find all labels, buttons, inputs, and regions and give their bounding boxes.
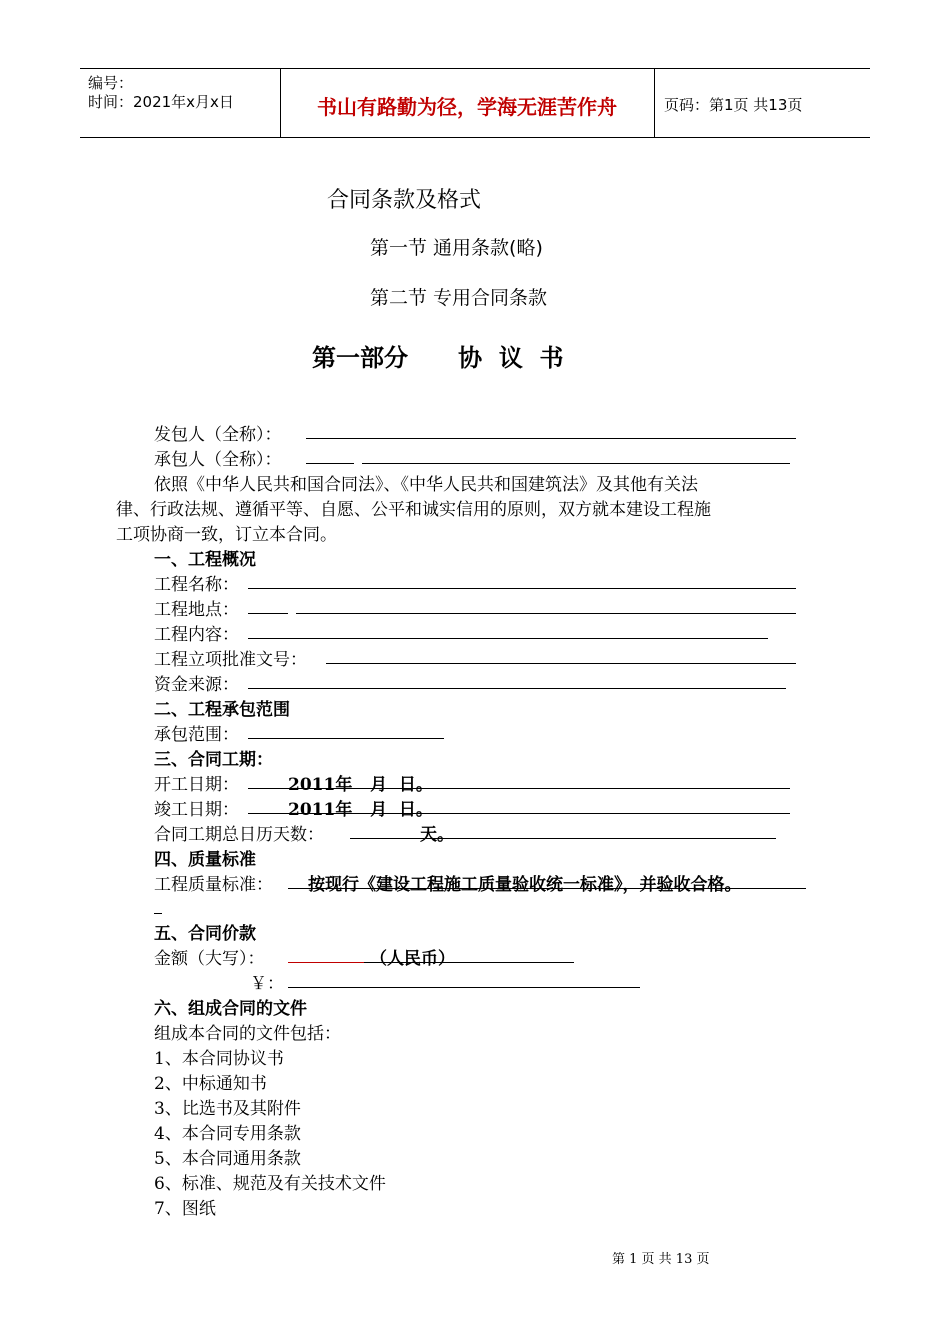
code-label: 编号： xyxy=(88,74,134,92)
list-item: 4、本合同专用条款 xyxy=(154,1124,301,1144)
amount-label: 金额（大写）： xyxy=(154,949,265,969)
preamble-line-1: 依照《中华人民共和国合同法》、《中华人民共和国建筑法》及其他有关法 xyxy=(154,475,698,495)
quality-blank-cont xyxy=(154,913,162,914)
amount-blank-red xyxy=(288,962,364,963)
s1-heading: 一、工程概况 xyxy=(154,550,256,570)
page-number: 页码：第1页 共13页 xyxy=(664,96,803,114)
list-item: 6、标准、规范及有关技术文件 xyxy=(154,1174,386,1194)
total-days-blank xyxy=(350,838,776,839)
list-item: 2、中标通知书 xyxy=(154,1074,267,1094)
scope-label: 承包范围： xyxy=(154,725,239,745)
list-item: 3、比选书及其附件 xyxy=(154,1099,301,1119)
project-content-label: 工程内容： xyxy=(154,625,239,645)
project-location-blank-b xyxy=(296,613,796,614)
total-days-label: 合同工期总日历天数： xyxy=(154,825,324,845)
scope-blank xyxy=(248,738,444,739)
start-date-label: 开工日期： xyxy=(154,775,239,795)
section1-title: 第一节 通用条款(略) xyxy=(370,237,543,259)
project-location-label: 工程地点： xyxy=(154,600,239,620)
approval-label: 工程立项批准文号： xyxy=(154,650,307,670)
quality-blank xyxy=(288,888,806,889)
employer-label: 发包人（全称）： xyxy=(154,425,282,445)
employer-blank xyxy=(306,438,796,439)
s4-heading: 四、质量标准 xyxy=(154,850,256,870)
amount-blank xyxy=(364,962,574,963)
page-footer: 第 1 页 共 13 页 xyxy=(612,1252,710,1267)
s5-heading: 五、合同价款 xyxy=(154,924,256,944)
project-name-label: 工程名称： xyxy=(154,575,239,595)
list-item: 5、本合同通用条款 xyxy=(154,1149,301,1169)
s2-heading: 二、工程承包范围 xyxy=(154,700,290,720)
contractor-blank-a xyxy=(306,463,354,464)
list-item: 1、本合同协议书 xyxy=(154,1049,284,1069)
page-header xyxy=(80,68,870,138)
project-name-blank xyxy=(248,588,796,589)
contractor-blank-b xyxy=(362,463,790,464)
approval-blank xyxy=(326,663,796,664)
end-date-label: 竣工日期： xyxy=(154,800,239,820)
date-label: 时间：2021年x月x日 xyxy=(88,93,234,111)
part1-title: 第一部分 协 议 书 xyxy=(312,344,564,372)
header-left-cell xyxy=(80,69,281,137)
project-content-blank xyxy=(248,638,768,639)
s3-heading: 三、合同工期： xyxy=(154,750,273,770)
main-title: 合同条款及格式 xyxy=(327,188,482,213)
amount-note: （人民币） xyxy=(370,949,455,969)
funding-blank xyxy=(248,688,786,689)
preamble-line-3: 工项协商一致，订立本合同。 xyxy=(116,525,337,545)
funding-label: 资金来源： xyxy=(154,675,239,695)
motto: 书山有路勤为径，学海无涯苦作舟 xyxy=(317,95,617,119)
quality-value: 按现行《建设工程施工质量验收统一标准》，并验收合格。 xyxy=(308,875,742,895)
yen-blank xyxy=(288,987,640,988)
project-location-blank-a xyxy=(248,613,288,614)
s6-heading: 六、组成合同的文件 xyxy=(154,999,307,1019)
end-date-blank xyxy=(248,813,790,814)
s6-intro: 组成本合同的文件包括： xyxy=(154,1024,341,1044)
quality-label: 工程质量标准： xyxy=(154,875,273,895)
preamble-line-2: 律、行政法规、遵循平等、自愿、公平和诚实信用的原则，双方就本建设工程施 xyxy=(116,500,711,520)
start-date-blank xyxy=(248,788,790,789)
contractor-label: 承包人（全称）： xyxy=(154,450,282,470)
yen-label: ￥： xyxy=(250,974,284,994)
list-item: 7、图纸 xyxy=(154,1199,216,1219)
start-date-value: 2011年 月 日。 xyxy=(288,775,433,795)
end-date-value: 2011年 月 日。 xyxy=(288,800,433,820)
total-days-value: 天。 xyxy=(420,825,454,845)
section2-title: 第二节 专用合同条款 xyxy=(370,287,548,309)
